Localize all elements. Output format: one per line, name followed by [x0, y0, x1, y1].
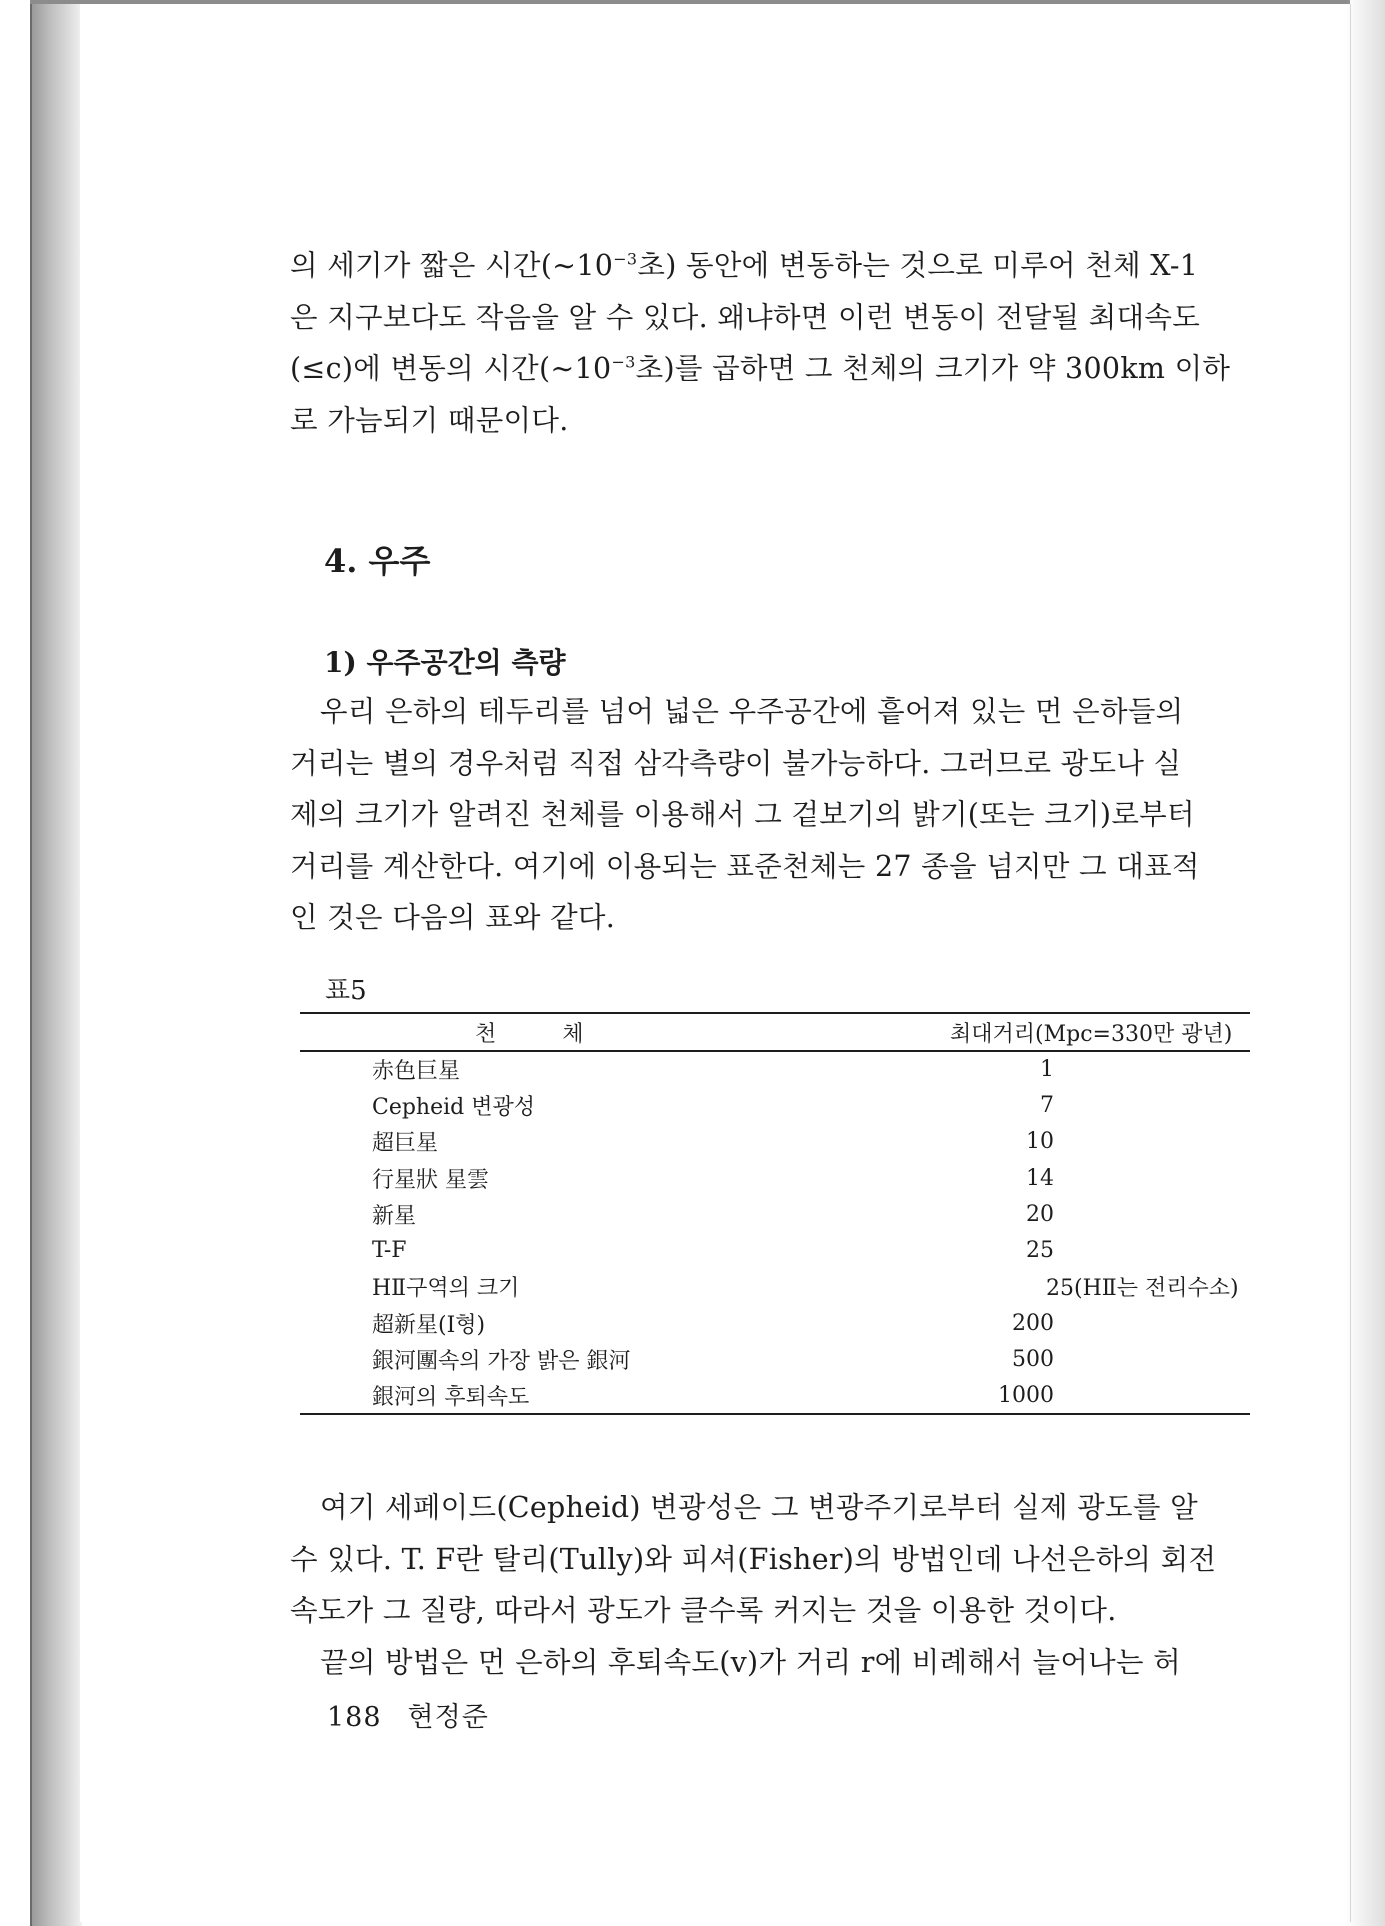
author-name: 현정준 [407, 1702, 489, 1733]
table-row [300, 1087, 1250, 1123]
row-object: HⅡ구역의 크기 [372, 1276, 520, 1302]
row-distance: 200 [1012, 1310, 1054, 1336]
table-caption: 표5 [325, 976, 367, 1006]
book-spine-edge [30, 0, 82, 1926]
row-object: 超巨星 [372, 1131, 439, 1157]
measurement-paragraph [290, 686, 1248, 944]
table-row [300, 1269, 1250, 1305]
row-distance: 14 [1026, 1165, 1054, 1191]
row-distance: 10 [1026, 1129, 1054, 1155]
text-line: 우리 은하의 테두리를 넘어 넓은 우주공간에 흩어져 있는 먼 은하들의 [320, 695, 1184, 728]
header-object: 천 체 [475, 1021, 584, 1047]
row-object: 銀河團속의 가장 밝은 銀河 [372, 1349, 631, 1375]
text-line: 거리는 별의 경우처럼 직접 삼각측량이 불가능하다. 그러므로 광도나 실 [290, 746, 1182, 780]
table-row [300, 1160, 1250, 1196]
table-row [300, 1051, 1250, 1087]
text-line: 의 세기가 짧은 시간($\sim 10^{-3}$초) 동안에 변동하는 것으로 미루어 천체 X-1 [290, 249, 1199, 282]
row-object: Cepheid 변광성 [372, 1094, 535, 1120]
table-row [300, 1124, 1250, 1160]
table-row [300, 1341, 1250, 1377]
text-line: 속도가 그 질량, 따라서 광도가 클수록 커지는 것을 이용한 것이다. [290, 1594, 1117, 1627]
text-line: (≤c)에 변동의 시간($\sim 10^{-3}$초)를 곱하면 그 천체의 크기가 약 300km 이하 [290, 352, 1231, 385]
table-row [300, 1378, 1250, 1414]
row-distance: 500 [1012, 1347, 1054, 1373]
subsection-title: 1) 우주공간의 측량 [324, 646, 566, 679]
row-distance: 7 [1040, 1092, 1054, 1118]
page-shadow [1345, 0, 1385, 1926]
text-line: 제의 크기가 알려진 천체를 이용해서 그 겉보기의 밝기(또는 크기)로부터 [290, 798, 1195, 831]
page-number: 188 [327, 1702, 382, 1733]
row-object: 赤色巨星 [372, 1059, 461, 1085]
row-distance: 25 [1026, 1238, 1054, 1264]
row-distance: 1 [1040, 1057, 1054, 1083]
table-row [300, 1305, 1250, 1341]
page-footer [327, 1695, 515, 1734]
row-distance: 20 [1026, 1201, 1054, 1227]
header-max-distance: 최대거리(Mpc=330만 광년) [950, 1021, 1233, 1047]
methods-paragraph [290, 1482, 1248, 1688]
table-row [300, 1232, 1250, 1268]
row-object: 行星狀 星雲 [372, 1167, 489, 1193]
row-object: T-F [372, 1238, 407, 1264]
table-row [300, 1196, 1250, 1232]
section-title: 4. 우주 [324, 542, 431, 580]
row-distance: 1000 [998, 1382, 1054, 1408]
text-line: 인 것은 다음의 표와 같다. [290, 901, 616, 934]
intro-paragraph [290, 240, 1248, 446]
row-object: 銀河의 후퇴속도 [372, 1384, 530, 1410]
row-object: 新星 [372, 1203, 417, 1229]
text-line: 여기 세페이드(Cepheid) 변광성은 그 변광주기로부터 실제 광도를 알 [320, 1491, 1198, 1524]
row-distance: 25(HⅡ는 전리수소) [1046, 1276, 1239, 1302]
row-object: 超新星(Ⅰ형) [372, 1312, 486, 1338]
text-line: 은 지구보다도 작음을 알 수 있다. 왜냐하면 이런 변동이 전달될 최대속도 [290, 300, 1201, 334]
text-line: 끝의 방법은 먼 은하의 후퇴속도(v)가 거리 r에 비례해서 늘어나는 허 [320, 1645, 1182, 1679]
text-line: 수 있다. T. F란 탈리(Tully)와 피셔(Fisher)의 방법인데 나선은하의 회전 [290, 1542, 1217, 1576]
table-header-row [300, 1013, 1250, 1051]
distance-table [300, 1012, 1250, 1415]
text-line: 거리를 계산한다. 여기에 이용되는 표준천체는 27 종을 넘지만 그 대표적 [290, 849, 1200, 883]
text-line: 로 가늠되기 때문이다. [290, 403, 569, 437]
